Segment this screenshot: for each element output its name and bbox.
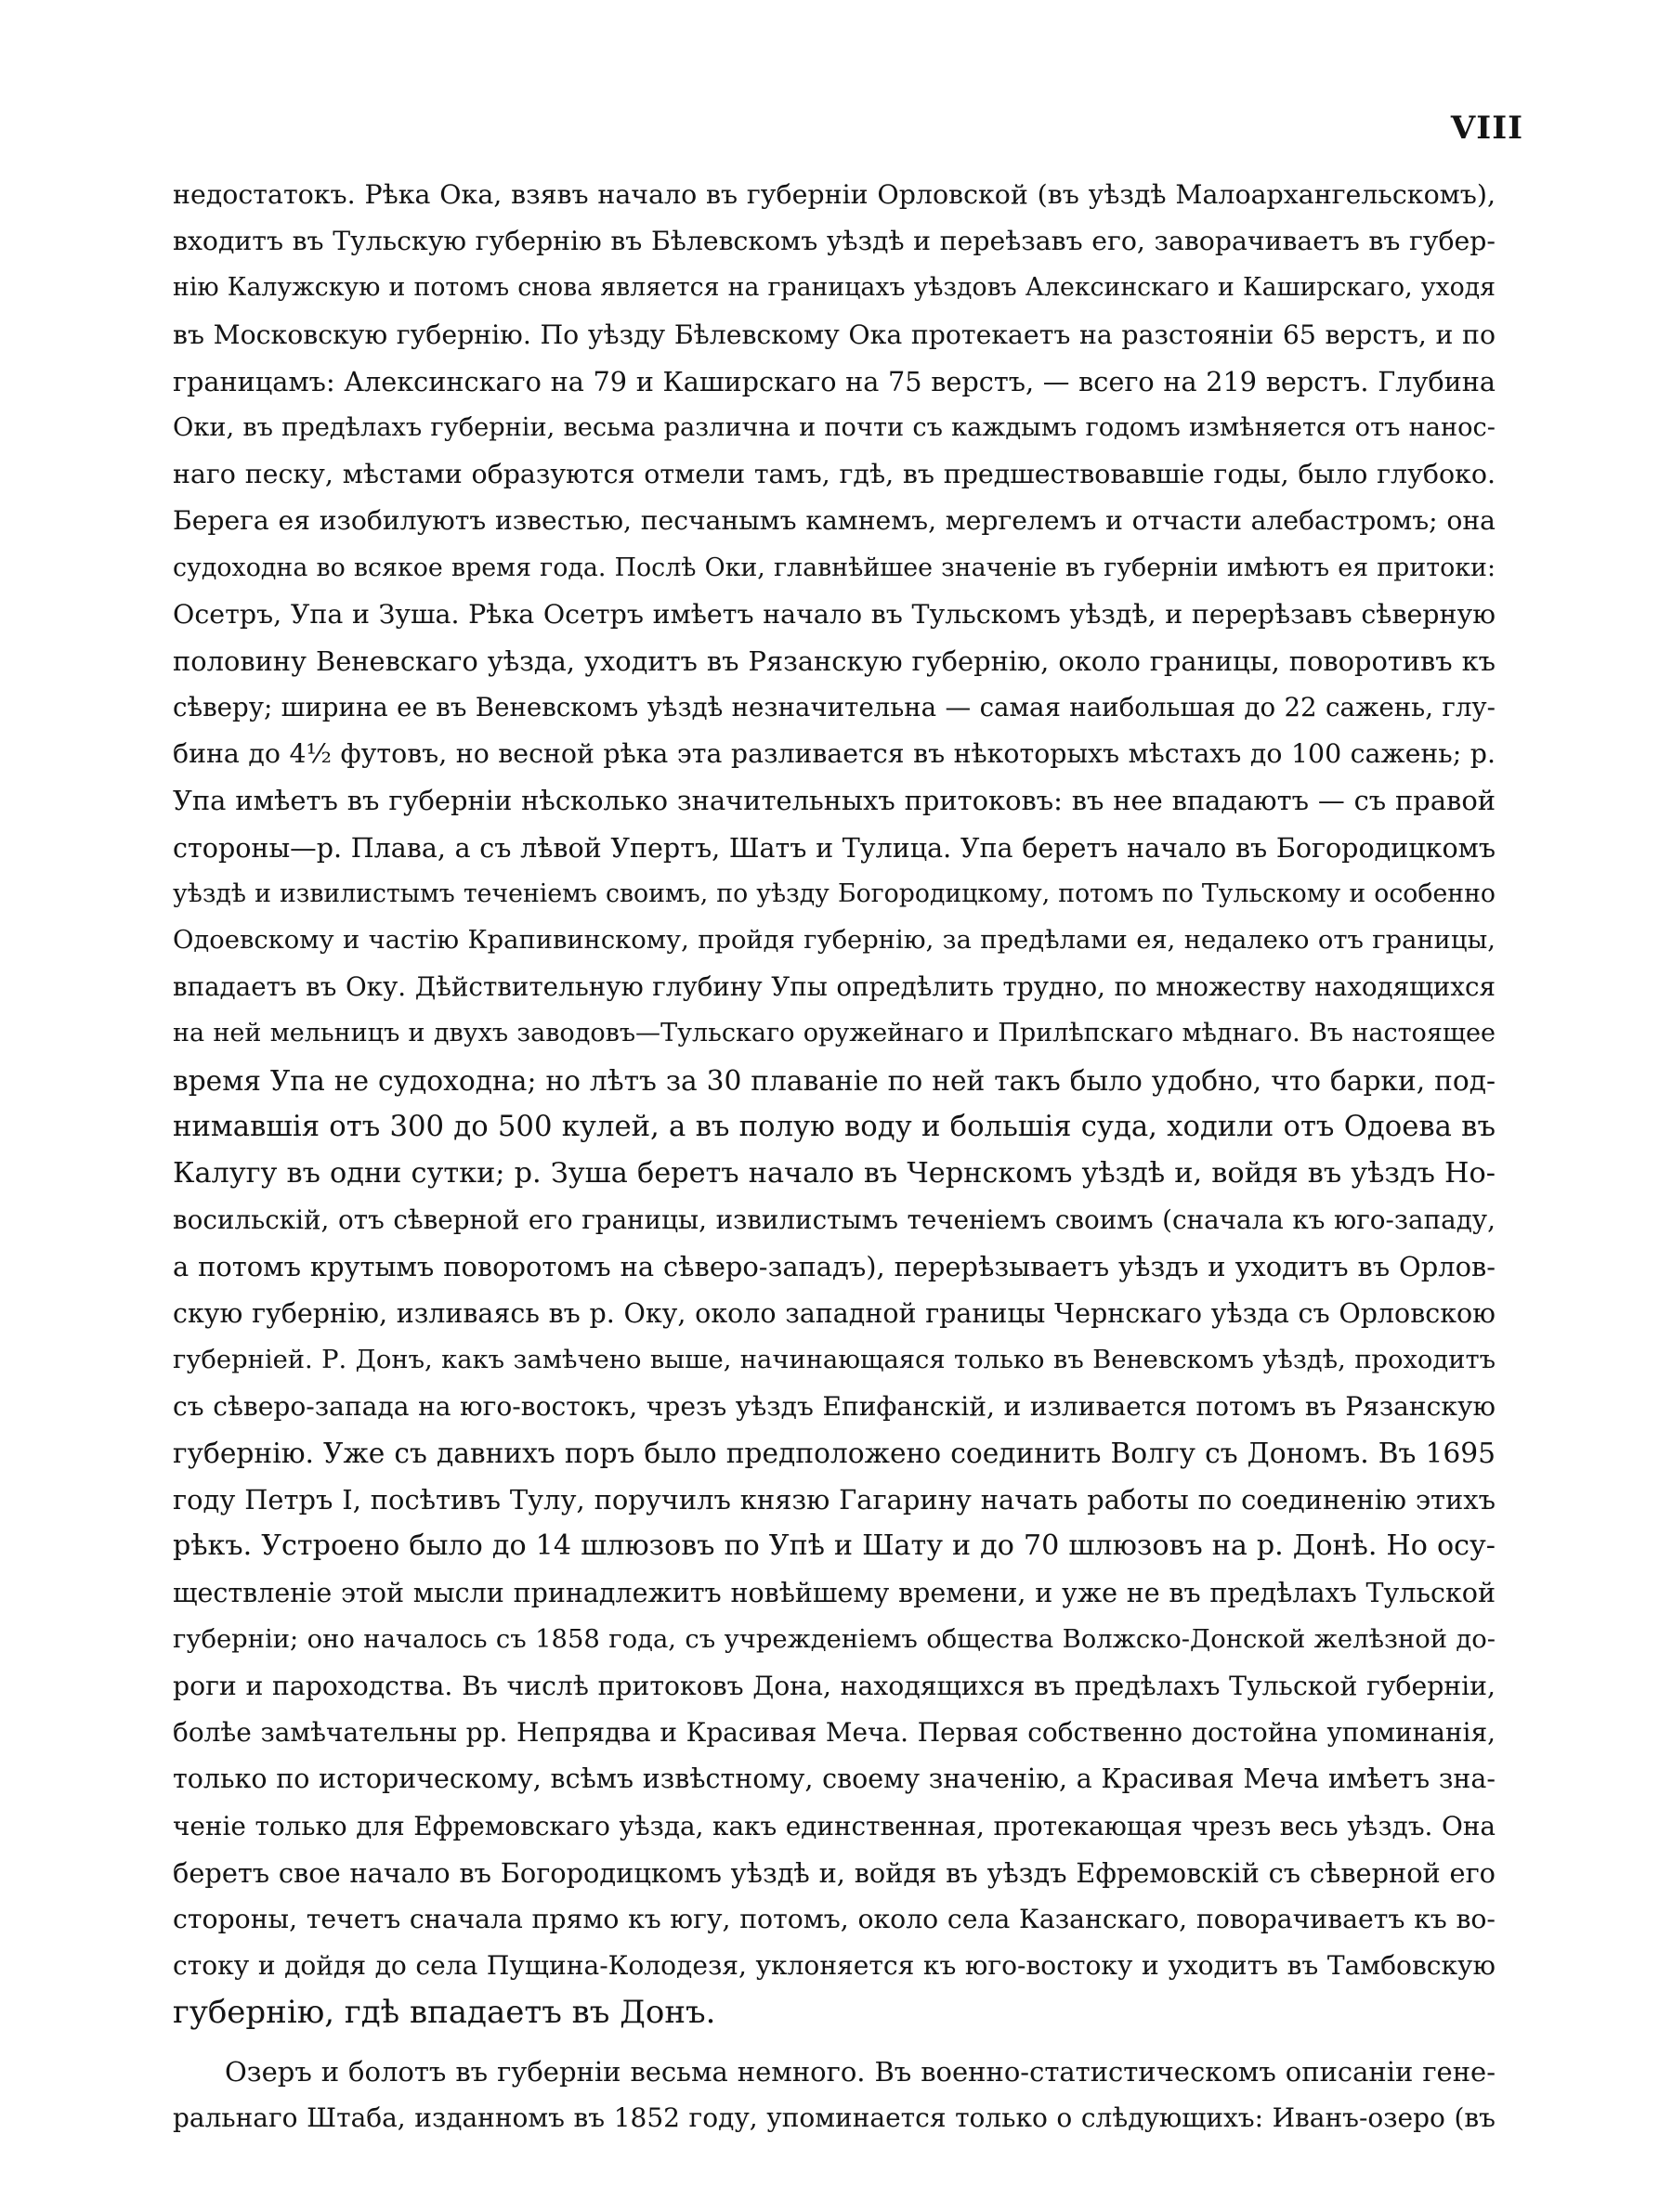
text-line: нію Калужскую и потомъ снова является на границахъ уѣздовъ Алексинскаго и Каширскаго, уходя	[173, 273, 1496, 303]
text-line: ральнаго Штаба, изданномъ въ 1852 году, упоминается только о слѣдующихъ: Иванъ-озеро (въ	[173, 2101, 1496, 2133]
text-line: скую губернію, изливаясь въ р. Оку, около западной границы Чернскаго уѣзда съ Орловскою	[173, 1297, 1496, 1329]
paragraph-spacer	[173, 2036, 1496, 2049]
text-line: стороны, течетъ сначала прямо къ югу, потомъ, около села Казанскаго, поворачиваетъ къ во-	[173, 1903, 1496, 1934]
text-line: беретъ свое начало въ Богородицкомъ уѣздѣ и, войдя въ уѣздъ Ефремовскій съ сѣверной его	[173, 1856, 1496, 1889]
text-line: а потомъ крутымъ поворотомъ на сѣверо-западъ), перерѣзываетъ уѣздъ и уходитъ въ Орлов-	[173, 1251, 1496, 1283]
text-line: судоходна во всякое время года. Послѣ Оки, главнѣйшее значеніе въ губерніи имѣютъ ея притоки:	[173, 553, 1496, 582]
text-line: рѣкъ. Устроено было до 14 шлюзовъ по Упѣ и Шату и до 70 шлюзовъ на р. Донѣ. Но осу-	[173, 1529, 1496, 1563]
text-line: въ Московскую губернію. По уѣзду Бѣлевскому Ока протекаетъ на разстояніи 65 верстъ, и по	[173, 319, 1496, 350]
text-line: недостатокъ. Рѣка Ока, взявъ начало въ губерніи Орловской (въ уѣздѣ Малоархангельскомъ),	[173, 179, 1496, 210]
text-line: входитъ въ Тульскую губернію въ Бѣлевскомъ уѣздѣ и переѣзавъ его, заворачиваетъ въ губер-	[173, 226, 1496, 257]
text-line: болѣе замѣчательны рр. Непрядва и Красивая Меча. Первая собственно достойна упоминанія,	[173, 1717, 1496, 1749]
text-line: стоку и дойдя до села Пущина-Колодезя, уклоняется къ юго-востоку и уходитъ въ Тамбовскую	[173, 1950, 1496, 1982]
text-line: губернію. Уже съ давнихъ поръ было предположено соединить Волгу съ Дономъ. Въ 1695	[173, 1437, 1496, 1470]
text-line: Берега ея изобилуютъ известью, песчанымъ камнемъ, мергелемъ и отчасти алебастромъ; она	[173, 505, 1496, 537]
text-line: нимавшія отъ 300 до 500 кулей, а въ полую воду и большія суда, ходили отъ Одоева въ	[173, 1110, 1496, 1143]
text-line: границамъ: Алексинскаго на 79 и Каширскаго на 75 верстъ, — всего на 219 верстъ. Глубина	[173, 365, 1496, 397]
page-number: VIII	[1450, 110, 1523, 147]
text-line: только по историческому, всѣмъ извѣстному, своему значенію, а Красивая Меча имѣетъ зна-	[173, 1763, 1496, 1795]
text-line: половину Веневскаго уѣзда, уходитъ въ Рязанскую губернію, около границы, поворотивъ къ	[173, 644, 1496, 677]
text-line: впадаетъ въ Оку. Дѣйствительную глубину Упы опредѣлить трудно, по множеству находящихся	[173, 971, 1496, 1003]
paragraph-rivers	[173, 172, 1496, 2036]
text-line: съ сѣверо-запада на юго-востокъ, чрезъ уѣздъ Епифанскій, и изливается потомъ въ Рязанскую	[173, 1390, 1496, 1422]
text-line: стороны—р. Плава, а съ лѣвой Упертъ, Шатъ и Тулица. Упа беретъ начало въ Богородицкомъ	[173, 831, 1496, 864]
text-line: Калугу въ одни сутки; р. Зуша беретъ начало въ Чернскомъ уѣздѣ и, войдя въ уѣздъ Но-	[173, 1156, 1496, 1190]
text-line: бина до 4½ футовъ, но весной рѣка эта разливается въ нѣкоторыхъ мѣстахъ до 100 сажень; р.	[173, 738, 1496, 770]
text-line: сѣверу; ширина ее въ Веневскомъ уѣздѣ незначительна — самая наибольшая до 22 сажень, глу-	[173, 692, 1496, 723]
text-line: Озеръ и болотъ въ губерніи весьма немного. Въ военно-статистическомъ описаніи гене-	[225, 2055, 1496, 2088]
text-line: году Петръ I, посѣтивъ Тулу, поручилъ князю Гагарину начать работы по соединенію этихъ	[173, 1484, 1496, 1516]
text-line: губернію, гдѣ впадаетъ въ Донъ.	[173, 1994, 716, 2032]
body-text	[173, 172, 1496, 2141]
text-line: губерніи; оно началось съ 1858 года, съ учрежденіемъ общества Волжско-Донской желѣзной до-	[173, 1624, 1496, 1654]
text-line: восильскій, отъ сѣверной его границы, извилистымъ теченіемъ своимъ (сначала къ юго-западу,	[173, 1204, 1496, 1236]
paragraph-lakes	[173, 2049, 1496, 2141]
text-line: Оки, въ предѣлахъ губерніи, весьма различна и почти съ каждымъ годомъ измѣняется отъ нанос-	[173, 412, 1496, 442]
text-line: губерніей. Р. Донъ, какъ замѣчено выше, начинающаяся только въ Веневскомъ уѣздѣ, проходитъ	[173, 1345, 1496, 1374]
text-line: Осетръ, Упа и Зуша. Рѣка Осетръ имѣетъ начало въ Тульскомъ уѣздѣ, и перерѣзавъ сѣверную	[173, 598, 1496, 630]
text-line: ществленіе этой мысли принадлежитъ новѣйшему времени, и уже не въ предѣлахъ Тульской	[173, 1577, 1496, 1608]
text-line: уѣздѣ и извилистымъ теченіемъ своимъ, по уѣзду Богородицкому, потомъ по Тульскому и особенно	[173, 878, 1496, 908]
text-line: ченіе только для Ефремовскаго уѣзда, какъ единственная, протекающая чрезъ весь уѣздъ. Она	[173, 1810, 1496, 1841]
text-line: Одоевскому и частію Крапивинскому, пройдя губернію, за предѣлами ея, недалеко отъ границы,	[173, 926, 1496, 955]
text-line: роги и пароходства. Въ числѣ притоковъ Дона, находящихся въ предѣлахъ Тульской губерніи,	[173, 1671, 1496, 1701]
text-line: время Упа не судоходна; но лѣтъ за 30 плаваніе по ней такъ было удобно, что барки, под-	[173, 1063, 1496, 1097]
text-line: наго песку, мѣстами образуются отмели тамъ, гдѣ, въ предшествовавшіе годы, было глубоко.	[173, 459, 1496, 490]
text-line: на ней мельницъ и двухъ заводовъ—Тульскаго оружейнаго и Прилѣпскаго мѣднаго. Въ настоящее	[173, 1019, 1496, 1048]
text-line: Упа имѣетъ въ губерніи нѣсколько значительныхъ притоковъ: въ нее впадаютъ — съ правой	[173, 785, 1496, 817]
